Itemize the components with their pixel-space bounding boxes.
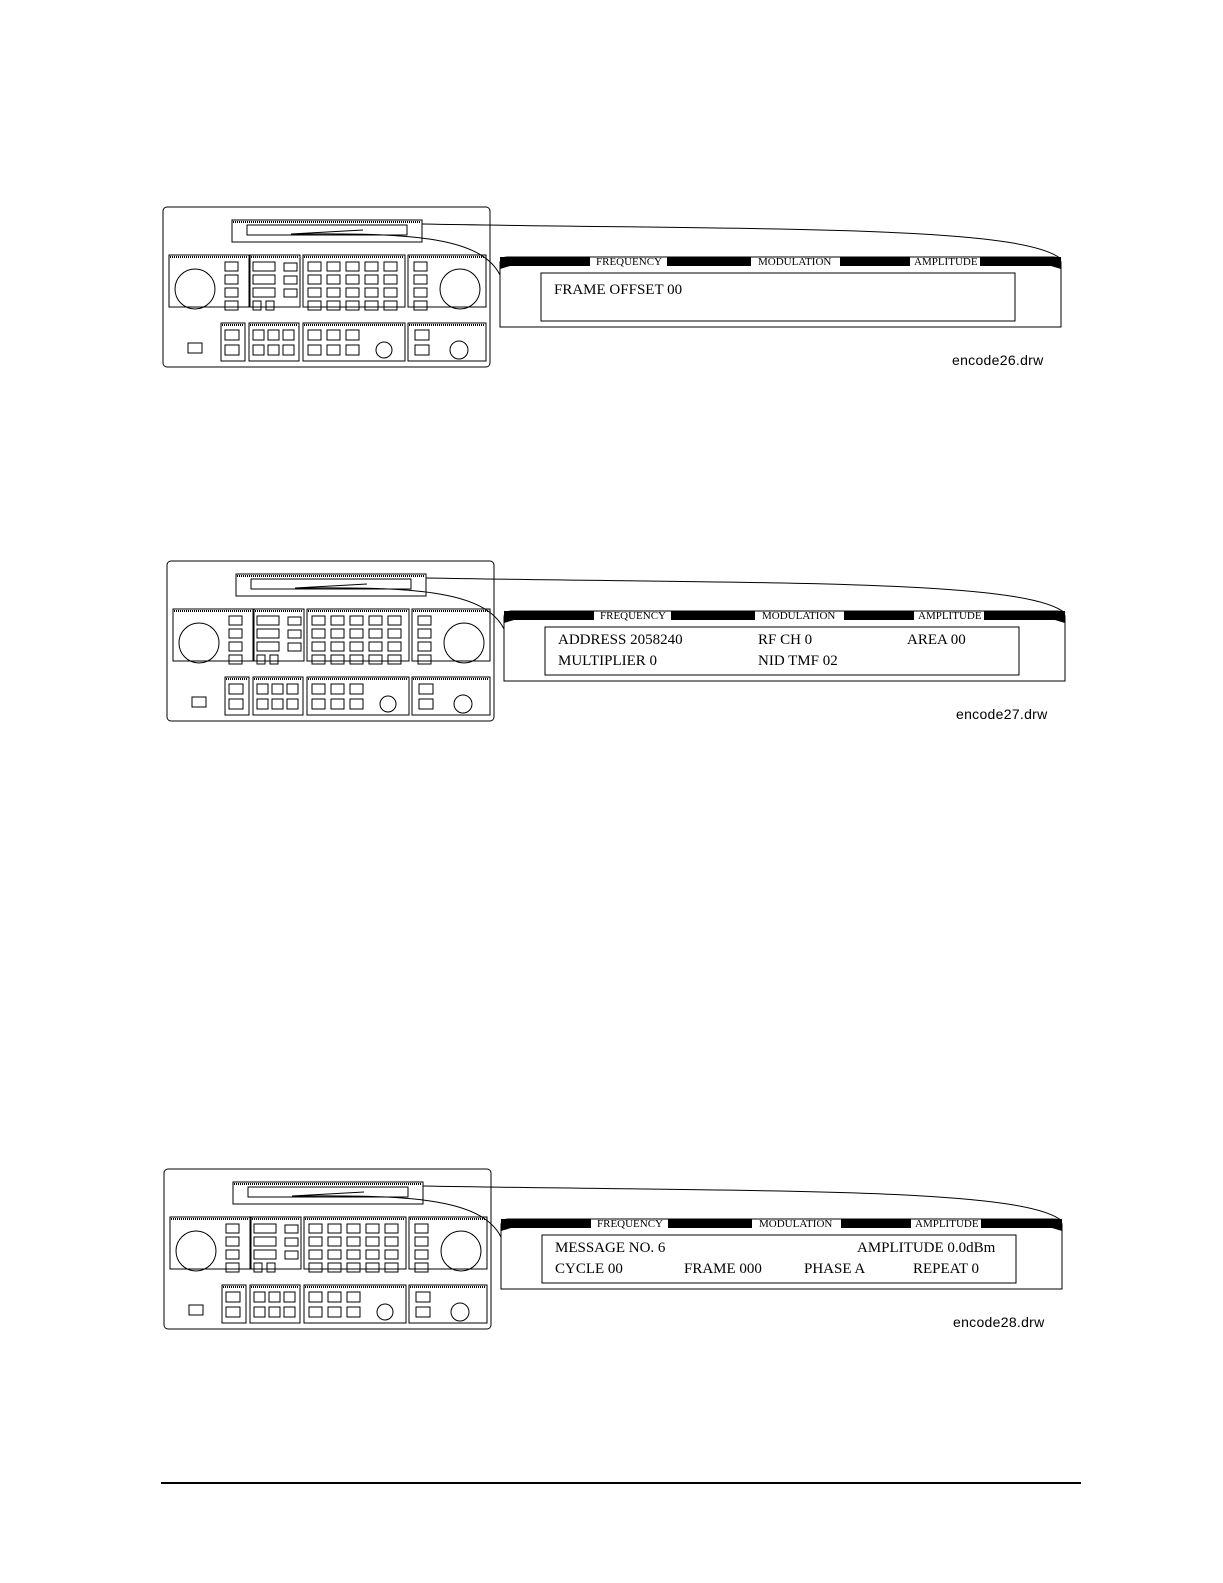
panel-key [254, 1224, 276, 1233]
instrument-front-panel [163, 207, 490, 367]
display-readout-text: REPEAT 0 [913, 1261, 979, 1277]
display-readout-text: FRAME OFFSET 00 [554, 282, 683, 298]
panel-module [304, 1217, 406, 1269]
callout-leader [291, 234, 500, 275]
display-header-band [981, 1219, 1062, 1228]
panel-key [418, 655, 431, 664]
display-readout-text: ADDRESS 2058240 [558, 632, 683, 648]
instrument-display-window [233, 1182, 423, 1204]
display-readout-text: FRAME 000 [684, 1261, 762, 1277]
panel-key [418, 616, 431, 625]
panel-key [254, 1250, 276, 1259]
display-header-modulation-label: MODULATION [758, 256, 832, 268]
display-header-frequency-label: FREQUENCY [597, 1218, 664, 1230]
frequency-knob [175, 269, 215, 309]
panel-module [408, 255, 486, 307]
panel-key [253, 275, 275, 284]
keypad-key [346, 301, 359, 310]
keypad-key [369, 642, 382, 651]
display-header-frequency-label: FREQUENCY [596, 256, 663, 268]
display-header-frequency-label: FREQUENCY [600, 610, 667, 622]
keypad-key [327, 288, 340, 297]
figure-encode28 [0, 1167, 1223, 1342]
keypad-key [365, 288, 378, 297]
panel-key [229, 655, 242, 664]
panel-key [328, 1292, 341, 1302]
panel-key [415, 1237, 428, 1246]
panel-key [254, 1307, 265, 1317]
panel-key [229, 629, 242, 638]
instrument-front-panel [167, 561, 494, 721]
output-knob [451, 1303, 469, 1321]
keypad-key [384, 262, 397, 271]
display-header-amplitude-label: AMPLITUDE [914, 256, 978, 268]
keypad-key [388, 629, 401, 638]
panel-key [226, 1307, 240, 1317]
panel-key [226, 1224, 239, 1233]
callout-leader [426, 578, 1065, 613]
panel-key [226, 1263, 239, 1272]
instrument-display-window [232, 220, 422, 242]
callout-leader [422, 224, 1061, 259]
display-header-modulation-label: MODULATION [762, 610, 836, 622]
panel-key [225, 330, 239, 340]
panel-key [416, 1307, 430, 1317]
panel-module [170, 1217, 250, 1269]
panel-key [308, 345, 321, 355]
figure-caption: encode28.drw [953, 1314, 1045, 1330]
display-readout-text: CYCLE 00 [555, 1261, 623, 1277]
panel-key [287, 684, 298, 694]
keypad-key [346, 262, 359, 271]
keypad-key [347, 1237, 360, 1246]
panel-key [284, 263, 297, 271]
panel-key [415, 345, 429, 355]
power-switch [189, 1305, 203, 1315]
panel-key [225, 345, 239, 355]
power-switch [188, 343, 202, 353]
panel-module [307, 609, 409, 661]
callout-leader [292, 1196, 501, 1237]
keypad-key [347, 1250, 360, 1259]
keypad-key [388, 655, 401, 664]
panel-key [418, 629, 431, 638]
keypad-key [328, 1250, 341, 1259]
panel-key [253, 345, 264, 355]
amplitude-knob [444, 623, 484, 663]
panel-key [419, 699, 433, 709]
panel-key [257, 655, 265, 664]
panel-key [347, 1292, 360, 1302]
keypad-key [308, 275, 321, 284]
panel-key [284, 289, 297, 297]
display-header-amplitude-label: AMPLITUDE [918, 610, 982, 622]
panel-key [257, 642, 279, 651]
panel-key [414, 301, 427, 310]
keypad-key [385, 1237, 398, 1246]
amplitude-knob [440, 269, 480, 309]
display-readout-text: NID TMF 02 [758, 653, 838, 669]
keypad-key [308, 288, 321, 297]
panel-key [229, 684, 243, 694]
panel-key [414, 275, 427, 284]
panel-key [331, 684, 344, 694]
keypad-key [309, 1237, 322, 1246]
panel-key [327, 330, 340, 340]
keypad-key [366, 1237, 379, 1246]
instrument-illustration [164, 1169, 1062, 1329]
panel-key [288, 630, 301, 638]
keypad-key [366, 1250, 379, 1259]
panel-key [272, 684, 283, 694]
keypad-key [366, 1224, 379, 1233]
panel-key [288, 643, 301, 651]
keypad-key [350, 655, 363, 664]
panel-key [269, 1292, 280, 1302]
keypad-key [309, 1224, 322, 1233]
panel-key [283, 330, 294, 340]
panel-key [225, 301, 238, 310]
panel-key [254, 1237, 276, 1246]
panel-key [284, 1292, 295, 1302]
keypad-key [346, 275, 359, 284]
panel-key [253, 330, 264, 340]
panel-key [272, 699, 283, 709]
keypad-key [327, 262, 340, 271]
panel-key [312, 684, 325, 694]
panel-key [226, 1292, 240, 1302]
panel-key [287, 699, 298, 709]
panel-key [283, 345, 294, 355]
output-knob [454, 695, 472, 713]
panel-key [346, 330, 359, 340]
panel-key [284, 276, 297, 284]
panel-module [412, 609, 490, 661]
power-switch [192, 697, 206, 707]
amplitude-knob [441, 1231, 481, 1271]
keypad-key [350, 642, 363, 651]
display-header-band [667, 257, 751, 266]
keypad-key [308, 301, 321, 310]
instrument-illustration [167, 561, 1065, 721]
panel-key [419, 684, 433, 694]
keypad-key [365, 262, 378, 271]
data-knob [376, 342, 392, 358]
display-readout-text: AREA 00 [907, 632, 966, 648]
keypad-key [366, 1263, 379, 1272]
panel-key [331, 699, 344, 709]
keypad-key [312, 629, 325, 638]
display-header-band [671, 611, 755, 620]
panel-key [346, 345, 359, 355]
keypad-key [309, 1263, 322, 1272]
keypad-key [331, 642, 344, 651]
panel-key [266, 301, 274, 310]
keypad-key [385, 1263, 398, 1272]
keypad-key [350, 616, 363, 625]
keypad-key [328, 1263, 341, 1272]
panel-key [350, 699, 363, 709]
footer-rule [161, 1482, 1081, 1484]
panel-module [303, 255, 405, 307]
figure-encode26 [0, 205, 1223, 380]
panel-key [288, 617, 301, 625]
keypad-key [385, 1250, 398, 1259]
panel-key [415, 1263, 428, 1272]
panel-module [409, 1217, 487, 1269]
display-readout-text: MESSAGE NO. 6 [555, 1240, 666, 1256]
panel-key [414, 288, 427, 297]
panel-key [229, 616, 242, 625]
panel-key [414, 262, 427, 271]
panel-key [253, 262, 275, 271]
display-header-band [668, 1219, 752, 1228]
panel-key [268, 345, 279, 355]
figure-caption: encode26.drw [952, 352, 1044, 368]
display-readout-text: PHASE A [804, 1261, 866, 1277]
panel-key [270, 655, 278, 664]
panel-key [226, 1237, 239, 1246]
panel-key [267, 1263, 275, 1272]
instrument-illustration [163, 207, 1061, 367]
panel-key [284, 1307, 295, 1317]
display-header-band [501, 1219, 591, 1228]
data-knob [380, 696, 396, 712]
panel-key [309, 1307, 322, 1317]
panel-key [285, 1238, 298, 1246]
panel-key [225, 288, 238, 297]
keypad-key [331, 629, 344, 638]
panel-key [257, 699, 268, 709]
panel-module [169, 255, 249, 307]
panel-key [350, 684, 363, 694]
callout-leader [295, 588, 504, 629]
figure-caption: encode27.drw [956, 706, 1048, 722]
panel-key [285, 1251, 298, 1259]
output-knob [450, 341, 468, 359]
keypad-key [327, 275, 340, 284]
display-header-amplitude-label: AMPLITUDE [915, 1218, 979, 1230]
keypad-key [346, 288, 359, 297]
panel-key [415, 330, 429, 340]
panel-key [309, 1292, 322, 1302]
panel-key [268, 330, 279, 340]
keypad-key [309, 1250, 322, 1259]
keypad-key [369, 655, 382, 664]
panel-key [253, 301, 261, 310]
display-readout-text: RF CH 0 [758, 632, 813, 648]
keypad-key [369, 629, 382, 638]
figure-encode27 [0, 559, 1223, 734]
panel-key [312, 699, 325, 709]
callout-leader [423, 1186, 1062, 1221]
keypad-key [347, 1263, 360, 1272]
keypad-key [384, 275, 397, 284]
keypad-key [388, 616, 401, 625]
keypad-key [365, 275, 378, 284]
panel-key [225, 275, 238, 284]
panel-key [225, 262, 238, 271]
keypad-key [365, 301, 378, 310]
frequency-knob [176, 1231, 216, 1271]
keypad-key [384, 301, 397, 310]
panel-key [257, 684, 268, 694]
display-readout-text: MULTIPLIER 0 [558, 653, 658, 669]
keypad-key [328, 1237, 341, 1246]
data-knob [377, 1304, 393, 1320]
panel-key [285, 1225, 298, 1233]
instrument-display-window [236, 574, 426, 596]
panel-key [253, 288, 275, 297]
panel-key [347, 1307, 360, 1317]
keypad-key [327, 301, 340, 310]
keypad-key [328, 1224, 341, 1233]
panel-key [308, 330, 321, 340]
keypad-key [312, 616, 325, 625]
panel-module [173, 609, 253, 661]
keypad-key [385, 1224, 398, 1233]
panel-key [257, 616, 279, 625]
panel-key [415, 1250, 428, 1259]
keypad-key [384, 288, 397, 297]
display-readout-text: AMPLITUDE 0.0dBm [857, 1240, 996, 1256]
panel-key [226, 1250, 239, 1259]
instrument-front-panel [164, 1169, 491, 1329]
panel-key [418, 642, 431, 651]
panel-key [257, 629, 279, 638]
panel-key [254, 1292, 265, 1302]
display-header-band [504, 611, 594, 620]
display-header-band [841, 1219, 911, 1228]
panel-key [415, 1224, 428, 1233]
panel-key [327, 345, 340, 355]
panel-key [328, 1307, 341, 1317]
keypad-key [388, 642, 401, 651]
panel-key [229, 642, 242, 651]
panel-key [269, 1307, 280, 1317]
keypad-key [331, 616, 344, 625]
panel-key [416, 1292, 430, 1302]
keypad-key [369, 616, 382, 625]
display-header-band [500, 257, 590, 266]
keypad-key [308, 262, 321, 271]
keypad-key [331, 655, 344, 664]
keypad-key [312, 655, 325, 664]
keypad-key [347, 1224, 360, 1233]
display-header-band [980, 257, 1061, 266]
keypad-key [312, 642, 325, 651]
display-header-band [840, 257, 910, 266]
keypad-key [350, 629, 363, 638]
display-header-band [844, 611, 914, 620]
display-header-modulation-label: MODULATION [759, 1218, 833, 1230]
panel-key [229, 699, 243, 709]
panel-key [254, 1263, 262, 1272]
frequency-knob [179, 623, 219, 663]
display-header-band [984, 611, 1065, 620]
